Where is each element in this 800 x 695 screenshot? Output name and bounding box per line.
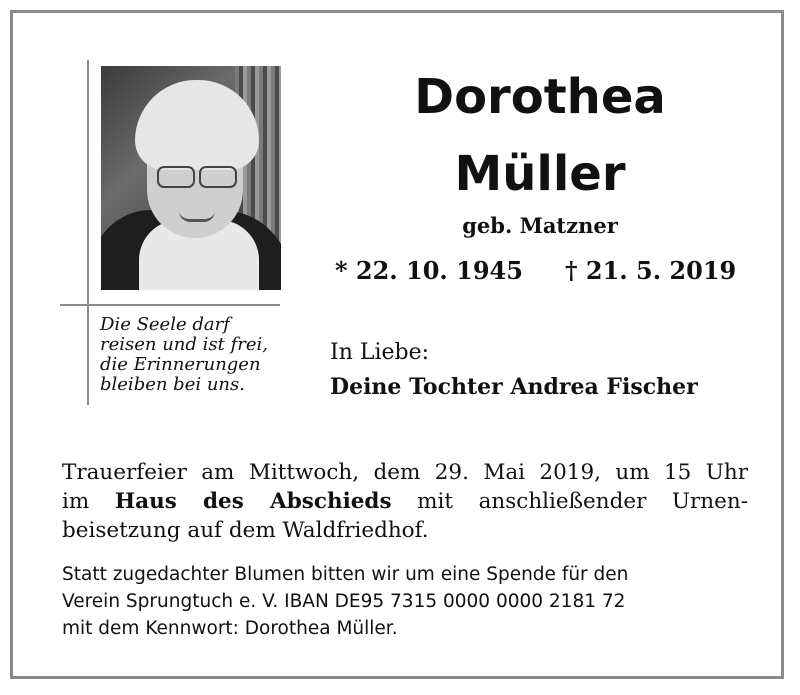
cross-vertical-line — [87, 60, 89, 405]
mourners-intro: In Liebe: — [330, 340, 430, 365]
donation-text — [62, 561, 748, 642]
mourners-names: Deine Tochter Andrea Fischer — [330, 374, 698, 400]
death-date: † 21. 5. 2019 — [565, 256, 737, 285]
ceremony-text — [62, 458, 748, 545]
poem-line: reisen und ist frei, — [100, 334, 268, 355]
portrait-photo — [101, 66, 281, 290]
donation-line: Statt zugedachter Blumen bitten wir um eine Spende für den — [62, 564, 629, 585]
ceremony-line — [62, 487, 748, 516]
birth-name: geb. Matzner — [462, 213, 618, 238]
poem-line: bleiben bei uns. — [100, 374, 245, 395]
ceremony-venue: Haus des Abschieds — [114, 489, 392, 514]
ceremony-text-fragment: im — [62, 489, 115, 514]
ceremony-line: beisetzung auf dem Waldfriedhof. — [62, 518, 429, 543]
photo-glasses — [157, 166, 237, 188]
photo-smile — [179, 211, 215, 222]
memorial-poem — [100, 315, 290, 395]
last-name: Müller — [454, 146, 626, 202]
poem-line: die Erinnerungen — [100, 354, 261, 375]
birth-date: * 22. 10. 1945 — [335, 256, 523, 285]
donation-line: Verein Sprungtuch e. V. IBAN DE95 7315 0000 0000 2181 72 — [62, 591, 626, 612]
ceremony-line: Trauerfeier am Mittwoch, dem 29. Mai 2019, um 15 Uhr — [62, 460, 748, 485]
poem-line: Die Seele darf — [100, 314, 230, 335]
cross-horizontal-line — [60, 304, 280, 306]
first-name: Dorothea — [414, 69, 666, 125]
ceremony-text-fragment: mit anschließender Urnen- — [391, 489, 748, 514]
donation-line: mit dem Kennwort: Dorothea Müller. — [62, 618, 398, 639]
